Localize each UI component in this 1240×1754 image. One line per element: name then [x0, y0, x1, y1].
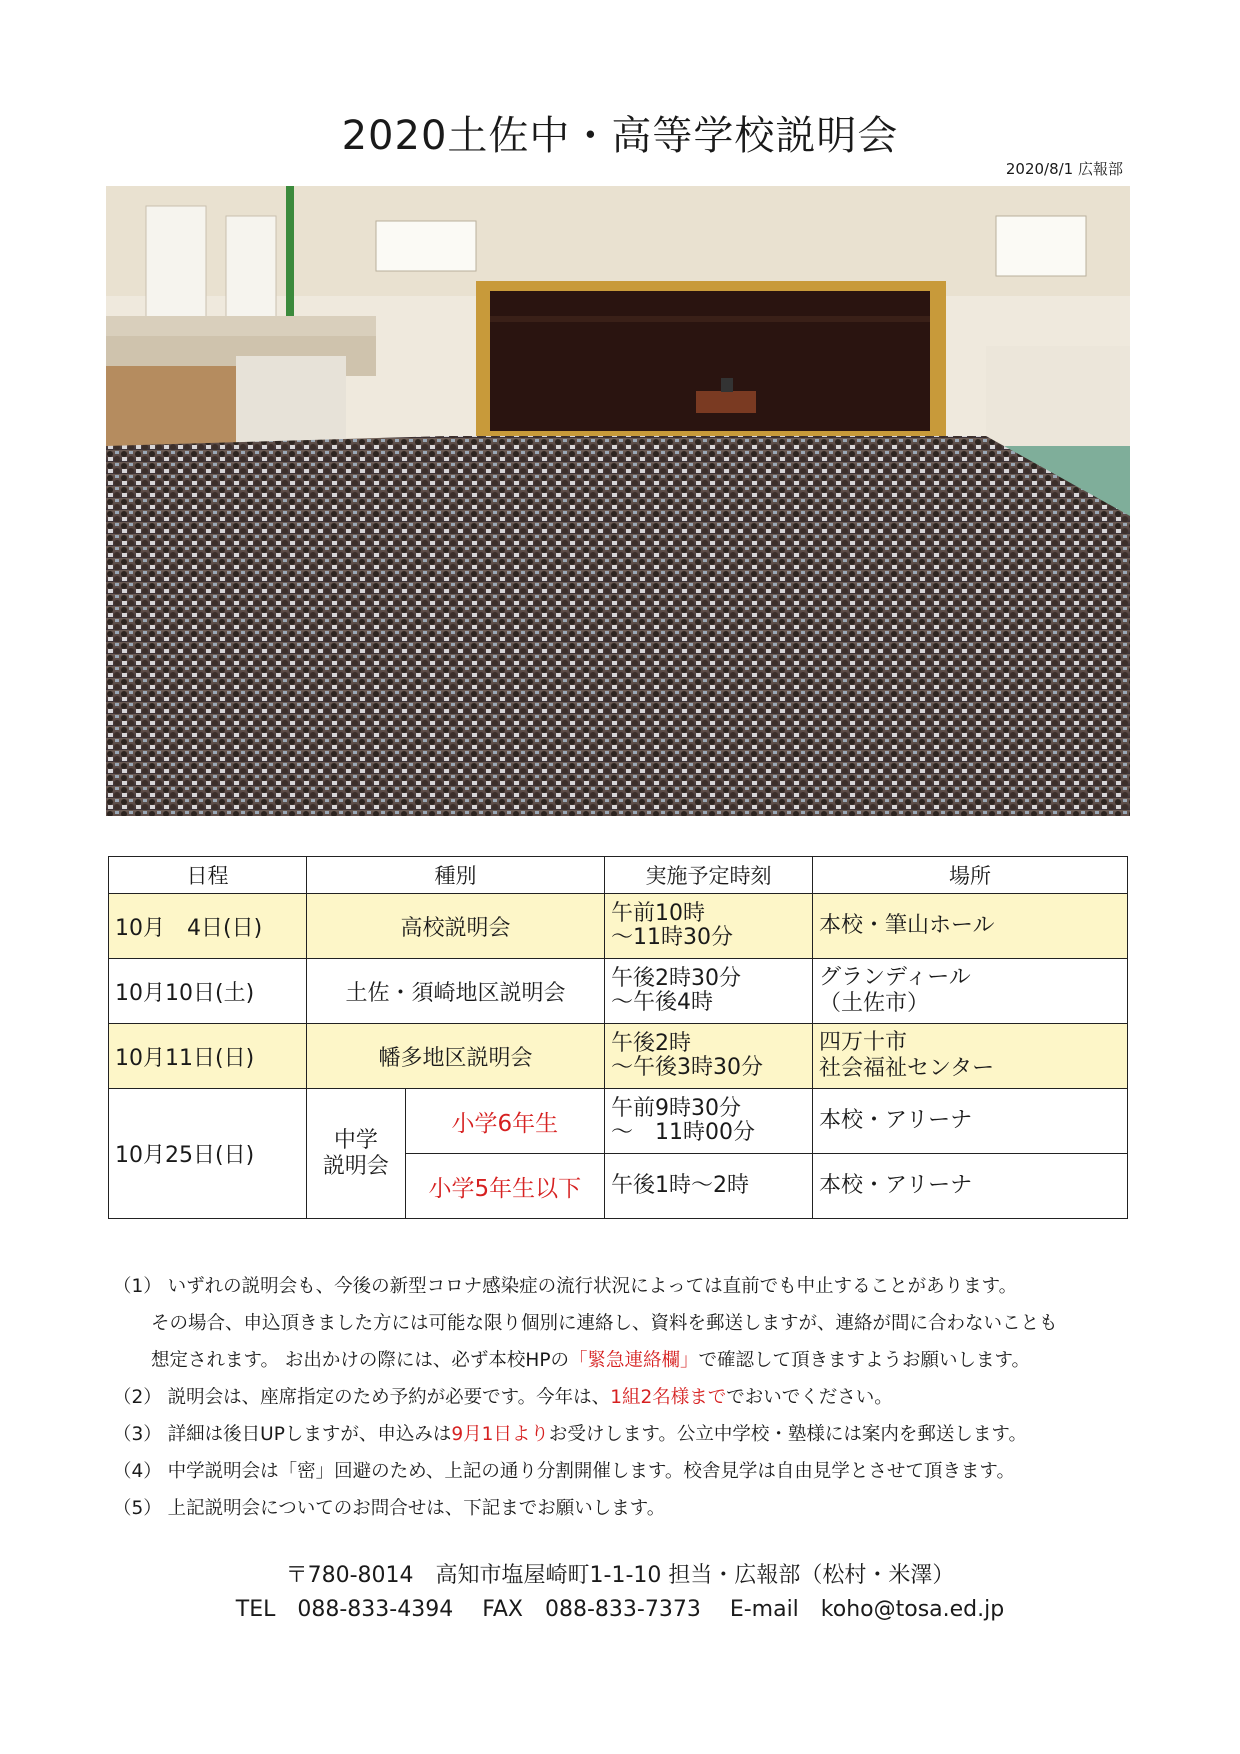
date-highlight: 9月1日より [451, 1424, 549, 1445]
note-5: （5） 上記説明会についてのお問合せは、下記までお願いします。 [113, 1498, 666, 1519]
row-time: 午前10時 ～11時30分 [605, 894, 813, 959]
table-row [109, 1024, 1128, 1089]
issue-date: 2020/8/1 広報部 [1005, 160, 1123, 178]
row-date: 10月10日(土) [109, 959, 307, 1024]
row-time: 午後1時～2時 [605, 1154, 813, 1219]
row-type: 中学 説明会 [307, 1089, 406, 1219]
row-place: 本校・アリーナ [813, 1154, 1128, 1219]
header-date: 日程 [109, 857, 307, 894]
notes-section [113, 1268, 1133, 1527]
row-grade: 小学5年生以下 [405, 1154, 604, 1219]
row-place: グランディール （土佐市） [813, 959, 1128, 1024]
row-place: 四万十市 社会福祉センター [813, 1024, 1128, 1089]
note-1: （1） いずれの説明会も、今後の新型コロナ感染症の流行状況によっては直前でも中止することがあります。 [113, 1276, 1018, 1297]
page-title: 2020土佐中・高等学校説明会 [341, 113, 899, 159]
row-date: 10月11日(日) [109, 1024, 307, 1089]
row-date: 10月25日(日) [109, 1089, 307, 1219]
contact-phone-email: TEL 088-833-4394 FAX 088-833-7373 E-mail koho@tosa.ed.jp [235, 1597, 1005, 1622]
row-time: 午後2時30分 ～午後4時 [605, 959, 813, 1024]
header-time: 実施予定時刻 [605, 857, 813, 894]
table-row [109, 1089, 1128, 1154]
auditorium-photo [106, 186, 1130, 816]
limit-highlight: 1組2名様まで [610, 1387, 727, 1408]
row-time: 午後2時 ～午後3時30分 [605, 1024, 813, 1089]
row-time: 午前9時30分 ～ 11時00分 [605, 1089, 813, 1154]
row-date: 10月 4日(日) [109, 894, 307, 959]
row-place: 本校・アリーナ [813, 1089, 1128, 1154]
row-grade: 小学6年生 [405, 1089, 604, 1154]
schedule-table [108, 856, 1128, 1219]
contact-address: 〒780-8014 高知市塩屋崎町1-1-10 担当・広報部（松村・米澤） [285, 1563, 955, 1588]
row-place: 本校・筆山ホール [813, 894, 1128, 959]
row-type: 土佐・須崎地区説明会 [307, 959, 605, 1024]
header-type: 種別 [307, 857, 605, 894]
header-place: 場所 [813, 857, 1128, 894]
note-2: （2） 説明会は、座席指定のため予約が必要です。今年は、1組2名様まででおいでください。 [113, 1387, 893, 1408]
emergency-highlight: 「緊急連絡欄」 [568, 1350, 699, 1371]
note-3: （3） 詳細は後日UPしますが、申込みは9月1日よりお受けします。公立中学校・塾様には案内を郵送します。 [113, 1424, 1027, 1445]
note-1-end: 想定されます。 お出かけの際には、必ず本校HPの「緊急連絡欄」で確認して頂きますようお願いします。 [151, 1350, 1031, 1371]
table-row [109, 959, 1128, 1024]
table-row [109, 894, 1128, 959]
row-type: 幡多地区説明会 [307, 1024, 605, 1089]
row-type: 高校説明会 [307, 894, 605, 959]
note-4: （4） 中学説明会は「密」回避のため、上記の通り分割開催します。校舎見学は自由見学とさせて頂きます。 [113, 1461, 1015, 1482]
note-1-cont: その場合、申込頂きました方には可能な限り個別に連絡し、資料を郵送しますが、連絡が間に合わないことも [151, 1313, 1058, 1334]
